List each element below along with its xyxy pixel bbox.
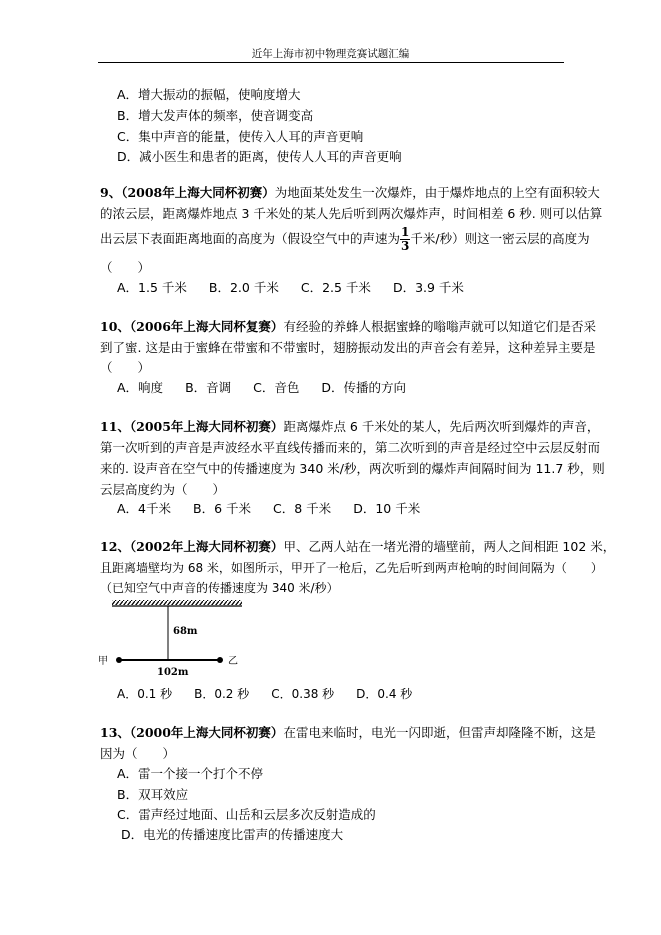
question-11-prefix: 11、（2005年上海大同杯初赛）	[100, 419, 284, 434]
question-9-blank: （ ）	[100, 260, 151, 275]
question-10-line-2: 到了蜜. 这是由于蜜蜂在带蜜和不带蜜时，翅膀振动发出的声音会有差异，这种差异主要是	[100, 340, 596, 355]
height-label: 68m	[173, 626, 198, 637]
q10-option-a: A．响度	[117, 380, 164, 395]
question-9-prefix: 9、（2008年上海大同杯初赛）	[100, 185, 275, 200]
question-12-line-1	[100, 539, 615, 555]
q13-option-c: C．雷声经过地面、山岳和云层多次反射造成的	[117, 807, 376, 822]
question-11-text: 距离爆炸点 6 千米处的某人，先后两次听到爆炸的声音，	[283, 419, 600, 434]
q11-option-c: C．8 千米	[273, 501, 332, 516]
wall-diagram	[95, 596, 255, 686]
question-9-line-2: 的浓云层，距离爆炸地点 3 千米处的某人先后听到两次爆炸声，时间相差 6 秒. 则可以估算	[100, 206, 603, 221]
q11-option-d: D．10 千米	[353, 501, 421, 516]
question-10-blank: （ ）	[100, 360, 151, 375]
question-13-line-2: 因为（ ）	[100, 746, 176, 761]
q10-option-b: B．音调	[185, 380, 232, 395]
q10-option-c: C．音色	[253, 380, 300, 395]
q12-option-b: B．0.2 秒	[194, 687, 250, 701]
question-10-line-1	[100, 319, 596, 335]
question-10-text: 有经验的养蜂人根据蜜蜂的嗡嗡声就可以知道它们是否采	[283, 319, 596, 334]
page-header-title: 近年上海市初中物理竞赛试题汇编	[251, 48, 410, 60]
fraction-denominator: 3	[401, 239, 410, 253]
question-11-line-3: 来的. 设声音在空气中的传播速度为 340 米/秒，两次听到的爆炸声间隔时间为 11.7 秒，则	[100, 461, 605, 476]
q8-option-b: B．增大发声体的频率，使音调变高	[117, 108, 314, 123]
question-13-prefix: 13、（2000年上海大同杯初赛）	[100, 725, 284, 740]
question-11-line-1	[100, 419, 599, 435]
question-11-line-4: 云层高度约为（ ）	[100, 482, 226, 497]
q9-option-c: C．2.5 千米	[300, 280, 371, 295]
question-9-text-3b: 千米/秒）则这一密云层的高度为	[410, 231, 590, 246]
person-jia-label: 甲	[98, 656, 108, 667]
question-9-text: 为地面某处发生一次爆炸，由于爆炸地点的上空有面积较大	[274, 185, 600, 200]
q13-option-b: B．双耳效应	[117, 787, 189, 802]
wall-hatching	[112, 600, 242, 605]
distance-label: 102m	[157, 667, 189, 678]
q10-option-d: D．传播的方向	[321, 380, 407, 395]
question-13-text: 在雷电来临时，电光一闪即逝，但雷声却隆隆不断，这是	[283, 725, 596, 740]
question-12-text: 甲、乙两人站在一堵光滑的墙壁前，两人之间相距 102 米，	[283, 539, 616, 554]
fraction-numerator: 1	[401, 225, 410, 239]
q12-option-d: D．0.4 秒	[356, 687, 413, 701]
question-12-line-3: （已知空气中声音的传播速度为 340 米/秒）	[100, 581, 339, 595]
fraction-one-third	[400, 226, 410, 253]
q8-option-a: A．增大振动的振幅，使响度增大	[117, 87, 301, 102]
q9-option-d: D．3.9 千米	[392, 280, 464, 295]
person-yi-label: 乙	[228, 656, 238, 667]
q13-option-a: A．雷一个接一个打个不停	[117, 766, 264, 781]
person-yi-dot	[217, 657, 223, 663]
question-12-line-2: 且距离墙壁均为 68 米，如图所示，甲开了一枪后，乙先后听到两声枪响的时间间隔为（ ）	[100, 561, 603, 575]
q9-option-a: A．1.5 千米	[117, 280, 187, 295]
q8-option-d: D．减小医生和患者的距离，使传人人耳的声音更响	[117, 149, 402, 164]
question-9-options	[117, 280, 486, 296]
header-divider	[98, 62, 564, 63]
q11-option-a: A．4千米	[117, 501, 172, 516]
q9-option-b: B．2.0 千米	[208, 280, 279, 295]
question-9-line-1	[100, 185, 600, 201]
q11-option-b: B．6 千米	[193, 501, 252, 516]
question-11-line-2: 第一次听到的声音是声波经水平直线传播而来的，第二次听到的声音是经过空中云层反射而	[100, 440, 601, 455]
question-12-prefix: 12、（2002年上海大同杯初赛）	[100, 539, 284, 554]
q12-option-a: A．0.1 秒	[117, 687, 173, 701]
question-13-line-1	[100, 725, 596, 741]
question-10-options	[117, 380, 428, 396]
question-10-prefix: 10、（2006年上海大同杯复赛）	[100, 319, 284, 334]
q13-option-d: D．电光的传播速度比雷声的传播速度大	[121, 827, 344, 842]
question-9-line-3	[100, 224, 590, 254]
question-12-options	[117, 686, 434, 702]
person-jia-dot	[116, 657, 122, 663]
q8-option-c: C．集中声音的能量，使传入人耳的声音更响	[117, 129, 364, 144]
question-11-options	[117, 501, 442, 517]
question-9-text-3a: 出云层下表面距离地面的高度为（假设空气中的声速为	[100, 231, 401, 246]
q12-option-c: C．0.38 秒	[271, 687, 335, 701]
